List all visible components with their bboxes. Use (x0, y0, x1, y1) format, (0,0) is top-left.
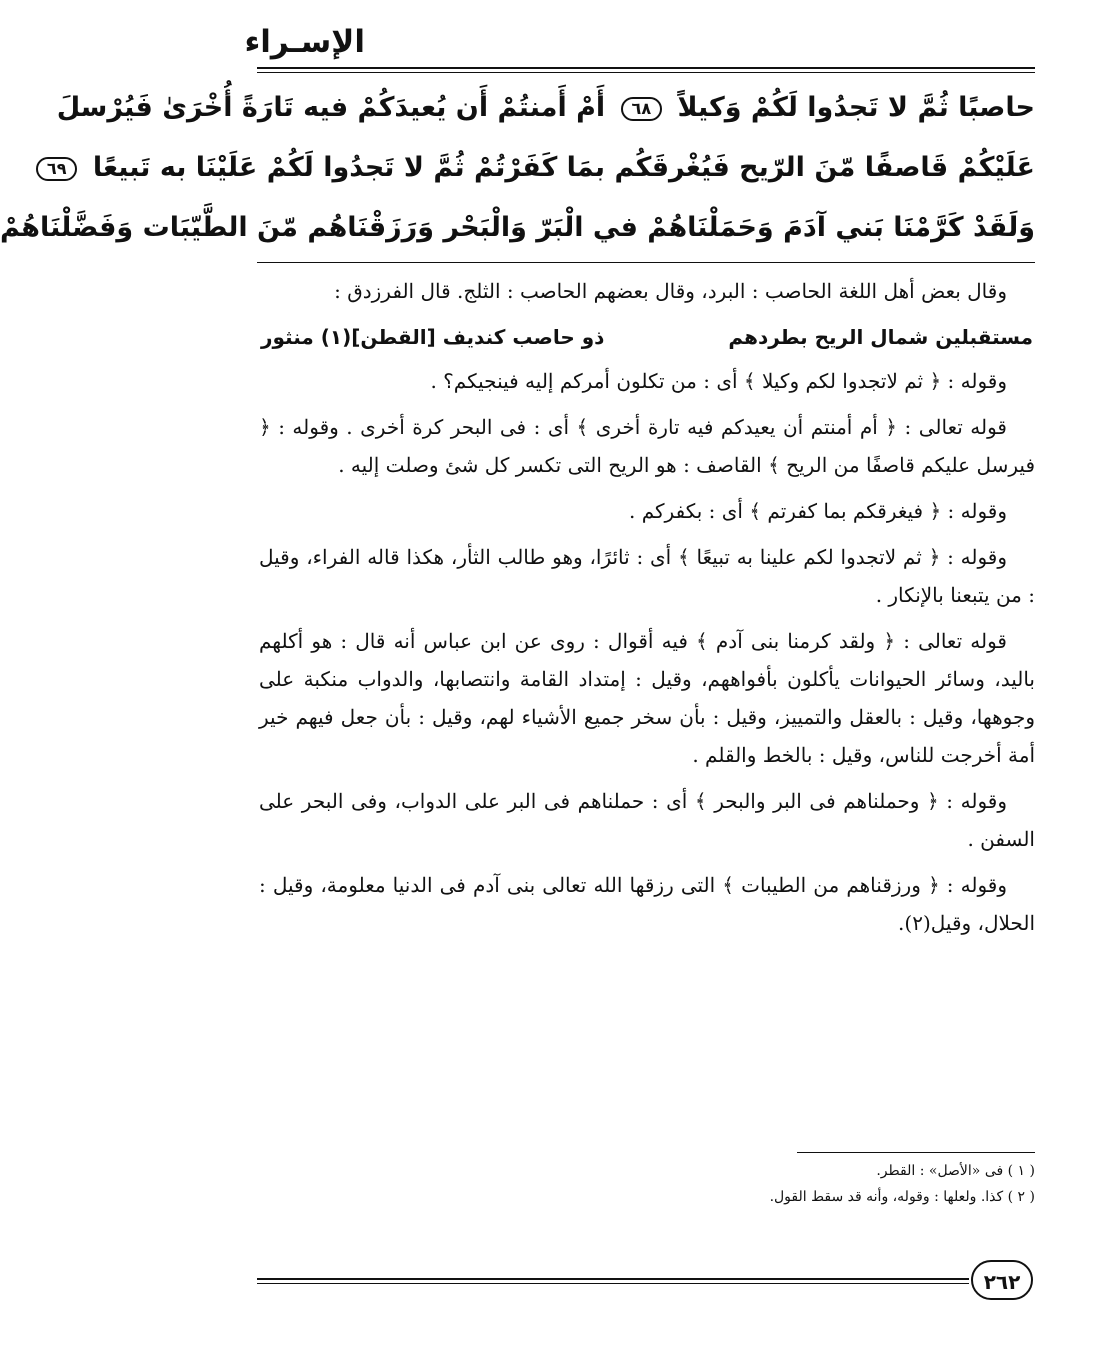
footer-rule-thin (257, 1283, 969, 1284)
verse-first-hemistich: مستقبلين شمال الريح بطردهم (728, 325, 1033, 349)
quran-line-1 (56, 78, 1035, 138)
quran-line-2 (46, 138, 1035, 198)
surah-title: الإسـراء (244, 24, 365, 60)
quran-line-3: وَلَقَدْ كَرَّمْنَا بَني آدَمَ وَحَمَلْنَاهُمْ في الْبَرّ وَالْبَحْر وَرَزَقْنَاهُم مّنَ الطَّيّبَات وَفَضَّلْنَاهُمْ (0, 212, 1035, 243)
quran-separator-rule (257, 262, 1035, 263)
page-number-badge: ٢٦٢ (971, 1260, 1033, 1300)
ayah-number-marker: ٦٩ (36, 157, 78, 181)
footnotes-block (259, 1158, 1035, 1210)
poetry-verse (259, 318, 1035, 356)
commentary-paragraph: وقوله : ﴿ ورزقناهم من الطيبات ﴾ التى رزقها الله تعالى بنى آدم فى الدنيا معلومة، وقيل : الحلال، وقيل(٢). (259, 873, 1035, 935)
footnote-1: ( ١ ) فى «الأصل» : القطر. (876, 1163, 1035, 1179)
commentary-paragraph: وقوله : ﴿ ثم لاتجدوا لكم وكيلا ﴾ أى : من تكلون أمركم إليه فينجيكم؟ . (430, 369, 1007, 393)
header-rule-thick (257, 67, 1035, 69)
verse-second-hemistich: ذو حاصب كنديف [القطن](١) منثور (261, 325, 605, 349)
ayah-number-marker: ٦٨ (621, 97, 663, 121)
footnote-2: ( ٢ ) كذا. ولعلها : وقوله، وأنه قد سقط القول. (769, 1189, 1035, 1205)
quran-line-1-start: حاصبًا ثُمَّ لا تَجدُوا لَكُمْ وَكيلاً (677, 92, 1035, 123)
footer-rule-thick (257, 1278, 969, 1280)
commentary-paragraph: وقال بعض أهل اللغة الحاصب : البرد، وقال بعضهم الحاصب : الثلج. قال الفرزدق : (334, 279, 1007, 303)
quran-line-1-end: أَمْ أَمنتُمْ أَن يُعيدَكُمْ فيه تَارَةً أُخْرَىٰ فَيُرْسلَ (56, 92, 606, 123)
commentary-paragraph: قوله تعالى : ﴿ أم أمنتم أن يعيدكم فيه تارة أخرى ﴾ أى : فى البحر كرة أخرى . وقوله : ﴿ فيرسل عليكم قاصفًا من الريح ﴾ القاصف : هو الريح التى تكسر كل شئ وصلت إليه . (259, 415, 1035, 477)
commentary-block (259, 272, 1035, 950)
commentary-paragraph: وقوله : ﴿ ثم لاتجدوا لكم علينا به تبيعًا ﴾ أى : ثائرًا، وهو طالب الثأر، هكذا قاله الفراء، وقيل : من يتبعنا بالإنكار . (259, 545, 1035, 607)
footnote-separator (797, 1152, 1035, 1153)
commentary-paragraph: وقوله : ﴿ وحملناهم فى البر والبحر ﴾ أى : حملناهم فى البر على الدواب، وفى البحر على السفن . (259, 789, 1035, 851)
header-rule-thin (257, 72, 1035, 73)
quran-text-block (0, 78, 1035, 258)
commentary-paragraph: قوله تعالى : ﴿ ولقد كرمنا بنى آدم ﴾ فيه أقوال : روى عن ابن عباس أنه قال : هو أكلهم باليد، وسائر الحيوانات يأكلون بأفواههم، وقيل : إمتداد القامة وانتصابها، والدواب منكبة على وجوهها، وقيل : بالعقل والتمييز، وقيل : بأن سخر جميع الأشياء لهم، وقيل : بأن جعل فيهم خير أمة أخرجت للناس، وقيل : بالخط والقلم . (259, 629, 1035, 767)
quran-line-2-text: عَلَيْكُمْ قَاصفًا مّنَ الرّيح فَيُغْرقَكُم بمَا كَفَرْتُمْ ثُمَّ لا تَجدُوا لَكُمْ عَلَيْنَا به تَبيعًا (92, 152, 1035, 183)
commentary-paragraph: وقوله : ﴿ فيغرقكم بما كفرتم ﴾ أى : بكفركم . (629, 499, 1007, 523)
